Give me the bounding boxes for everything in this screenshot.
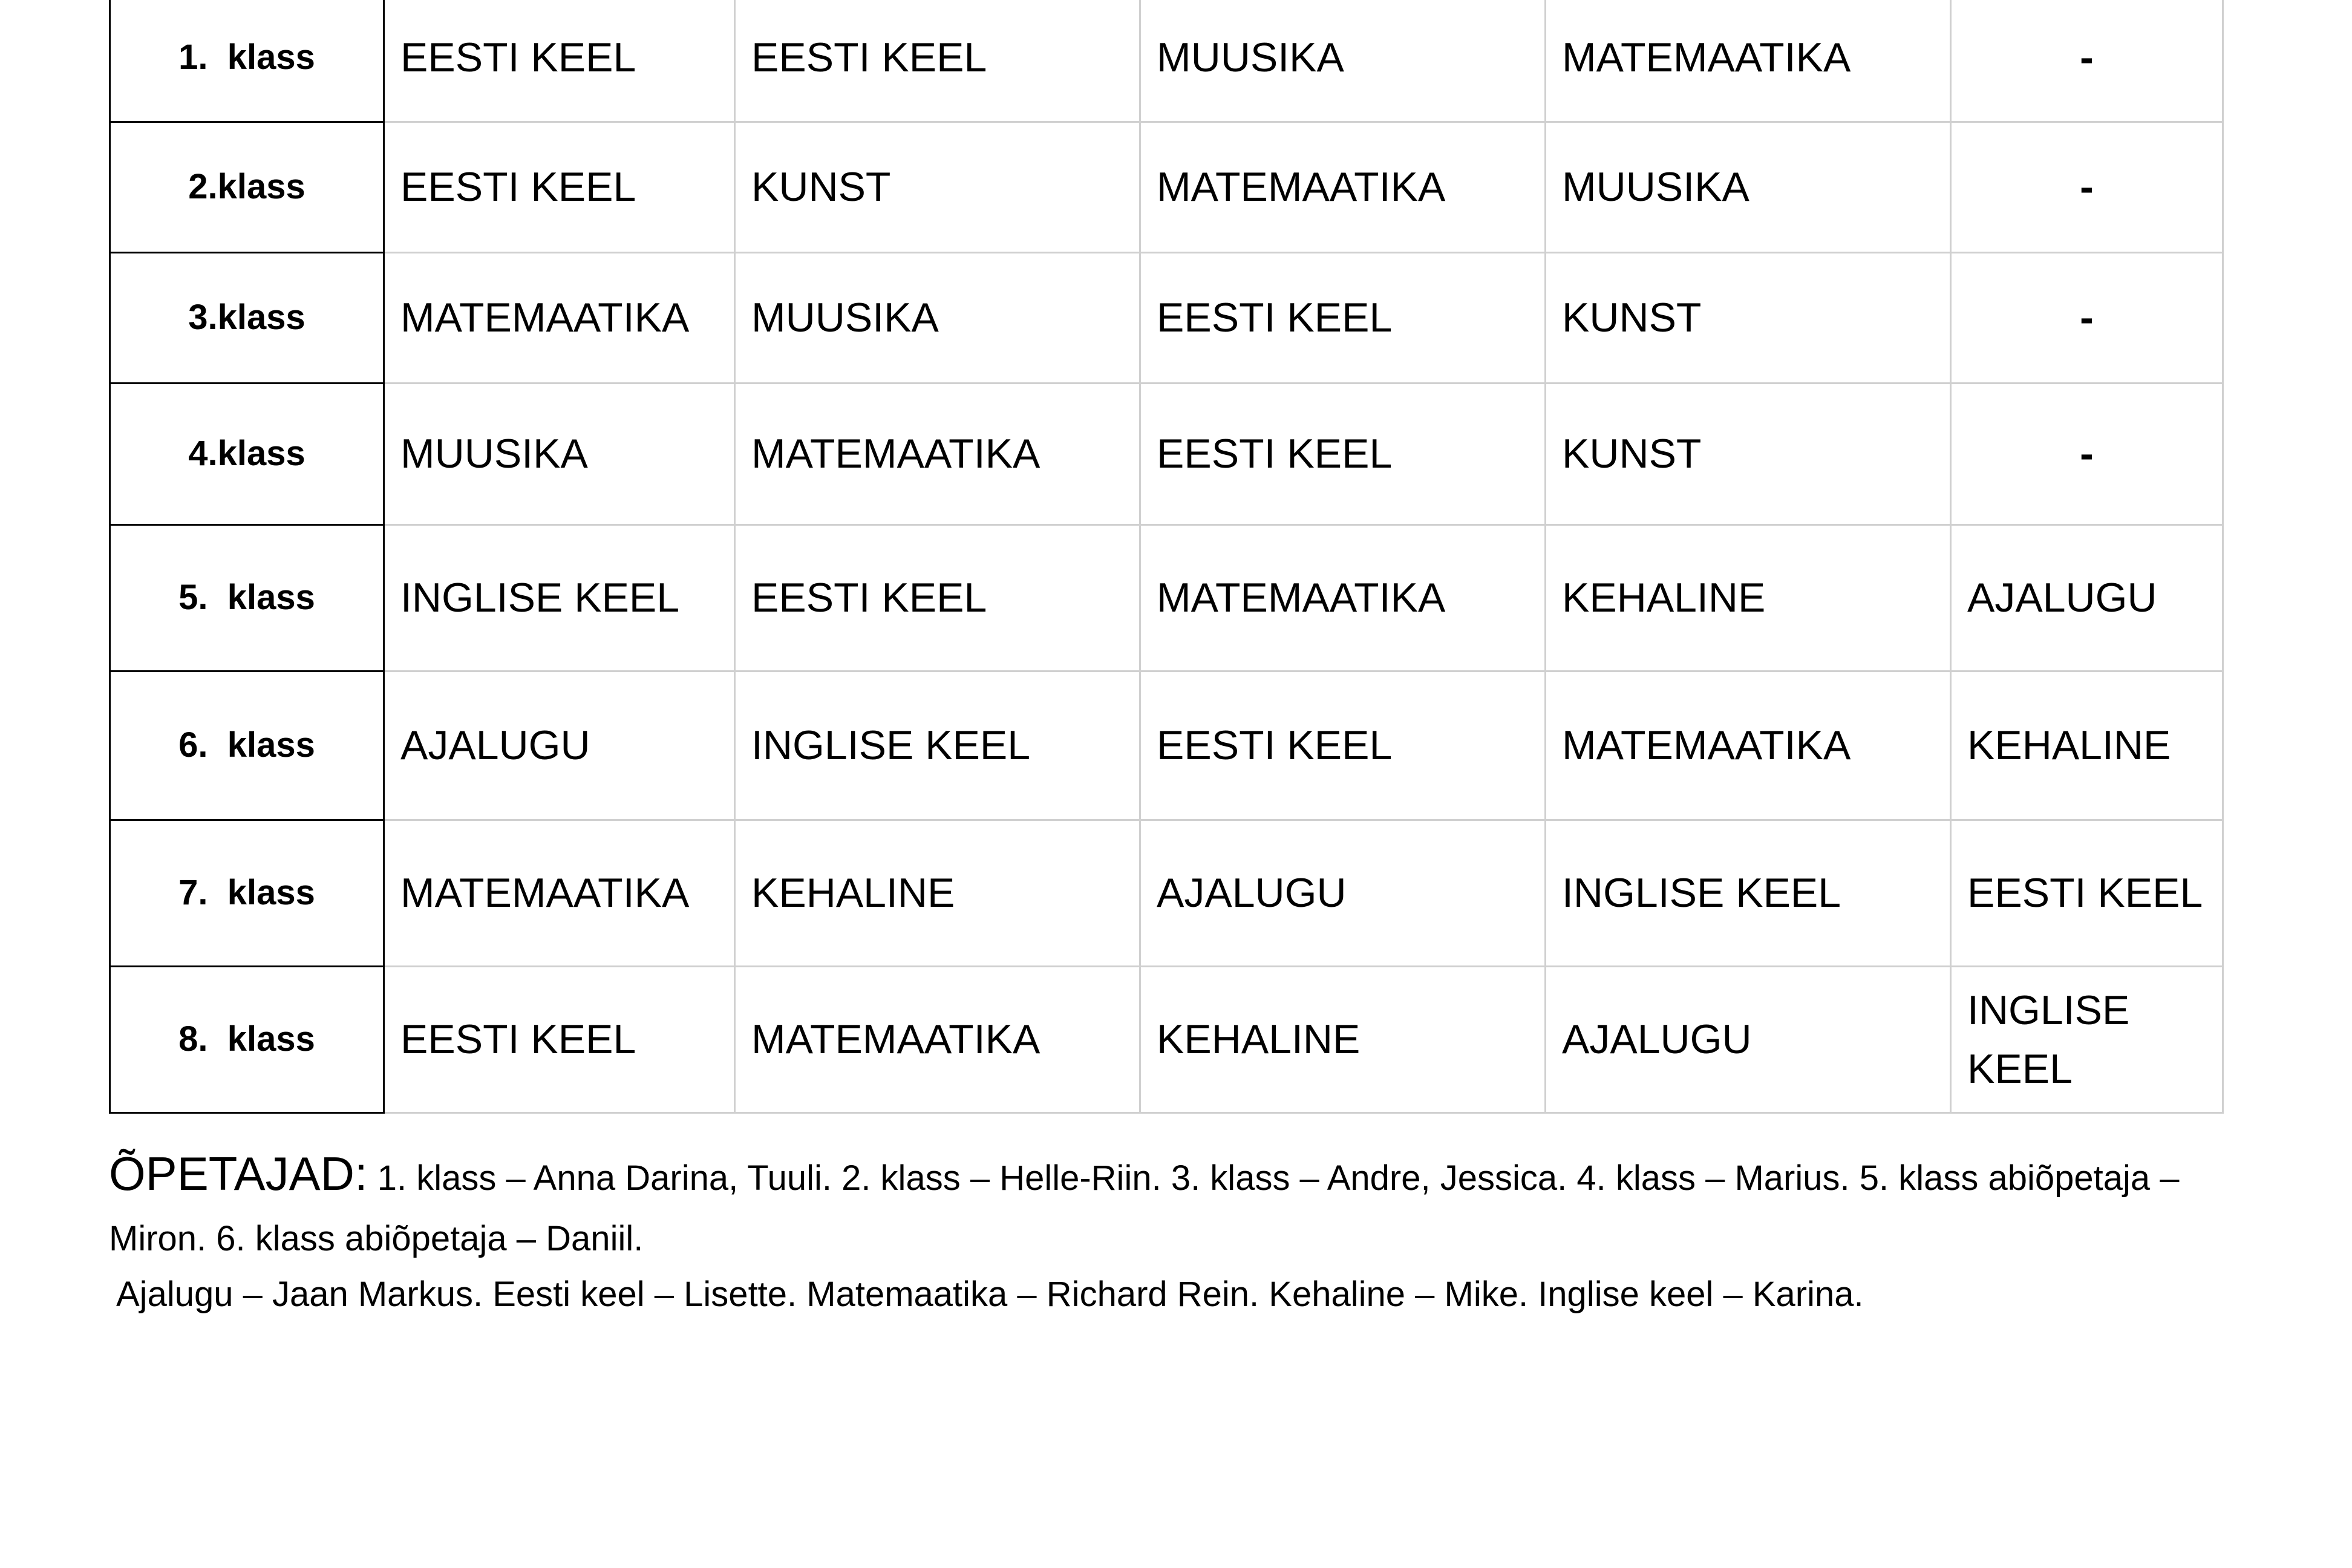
subject-cell: - (1951, 253, 2223, 384)
schedule-row (110, 253, 2223, 384)
subject-cell: KEHALINE (1951, 671, 2223, 820)
schedule-row (110, 820, 2223, 967)
subject-cell: MUUSIKA (735, 253, 1140, 384)
subject-cell: INGLISE KEEL (1951, 967, 2223, 1113)
subject-cell: INGLISE KEEL (735, 671, 1140, 820)
subject-cell: INGLISE KEEL (384, 525, 735, 671)
subject-cell: MATEMAATIKA (735, 967, 1140, 1113)
subject-cell: INGLISE KEEL (1546, 820, 1951, 967)
subject-cell: MATEMAATIKA (735, 384, 1140, 525)
subject-cell: AJALUGU (384, 671, 735, 820)
subject-cell: - (1951, 0, 2223, 122)
schedule-row (110, 671, 2223, 820)
subject-cell: KEHALINE (1140, 967, 1546, 1113)
subject-cell: EESTI KEEL (1140, 253, 1546, 384)
class-label: 7. klass (110, 820, 384, 967)
subject-cell: EESTI KEEL (1140, 384, 1546, 525)
class-label: 8. klass (110, 967, 384, 1113)
subject-cell: KUNST (1546, 384, 1951, 525)
schedule-row (110, 0, 2223, 122)
schedule-body (110, 0, 2223, 1113)
class-label: 5. klass (110, 525, 384, 671)
subject-cell: - (1951, 384, 2223, 525)
subject-cell: MATEMAATIKA (384, 820, 735, 967)
subject-cell: EESTI KEEL (384, 122, 735, 253)
subject-cell: EESTI KEEL (735, 0, 1140, 122)
teachers-paragraph (109, 1143, 2275, 1269)
schedule-row (110, 967, 2223, 1113)
subject-cell: KEHALINE (735, 820, 1140, 967)
schedule-row (110, 525, 2223, 671)
subject-cell: MUUSIKA (1140, 0, 1546, 122)
subject-cell: MUUSIKA (384, 384, 735, 525)
class-label: 3.klass (110, 253, 384, 384)
subject-cell: KUNST (735, 122, 1140, 253)
subject-cell: MATEMAATIKA (1546, 671, 1951, 820)
subject-cell: EESTI KEEL (735, 525, 1140, 671)
class-label: 2.klass (110, 122, 384, 253)
class-label: 6. klass (110, 671, 384, 820)
schedule-table (109, 0, 2224, 1114)
teachers-class-list: 1. klass – Anna Darina, Tuuli. 2. klass – Helle-Riin. 3. klass – Andre, Jessica. 4. klass – Marius. 5. klass abiõpetaja – Miron. 6. klass abiõpetaja – Daniil. (109, 1158, 2180, 1258)
class-label: 4.klass (110, 384, 384, 525)
subject-cell: EESTI KEEL (1951, 820, 2223, 967)
subject-cell: KUNST (1546, 253, 1951, 384)
subject-cell: EESTI KEEL (384, 967, 735, 1113)
subject-cell: KEHALINE (1546, 525, 1951, 671)
subject-cell: MUUSIKA (1546, 122, 1951, 253)
subject-cell: MATEMAATIKA (1140, 525, 1546, 671)
subject-cell: MATEMAATIKA (1140, 122, 1546, 253)
subject-cell: EESTI KEEL (384, 0, 735, 122)
teachers-subject-list: Ajalugu – Jaan Markus. Eesti keel – Lisette. Matemaatika – Richard Rein. Kehaline – Mike. Inglise keel – Karina. (116, 1275, 1864, 1314)
class-label: 1. klass (110, 0, 384, 122)
schedule-row (110, 122, 2223, 253)
subject-cell: AJALUGU (1951, 525, 2223, 671)
subject-cell: AJALUGU (1140, 820, 1546, 967)
subject-cell: EESTI KEEL (1140, 671, 1546, 820)
subject-cell: - (1951, 122, 2223, 253)
subject-cell: MATEMAATIKA (384, 253, 735, 384)
subject-cell: MATEMAATIKA (1546, 0, 1951, 122)
subject-cell: AJALUGU (1546, 967, 1951, 1113)
teachers-heading: ÕPETAJAD: (109, 1147, 368, 1200)
schedule-row (110, 384, 2223, 525)
